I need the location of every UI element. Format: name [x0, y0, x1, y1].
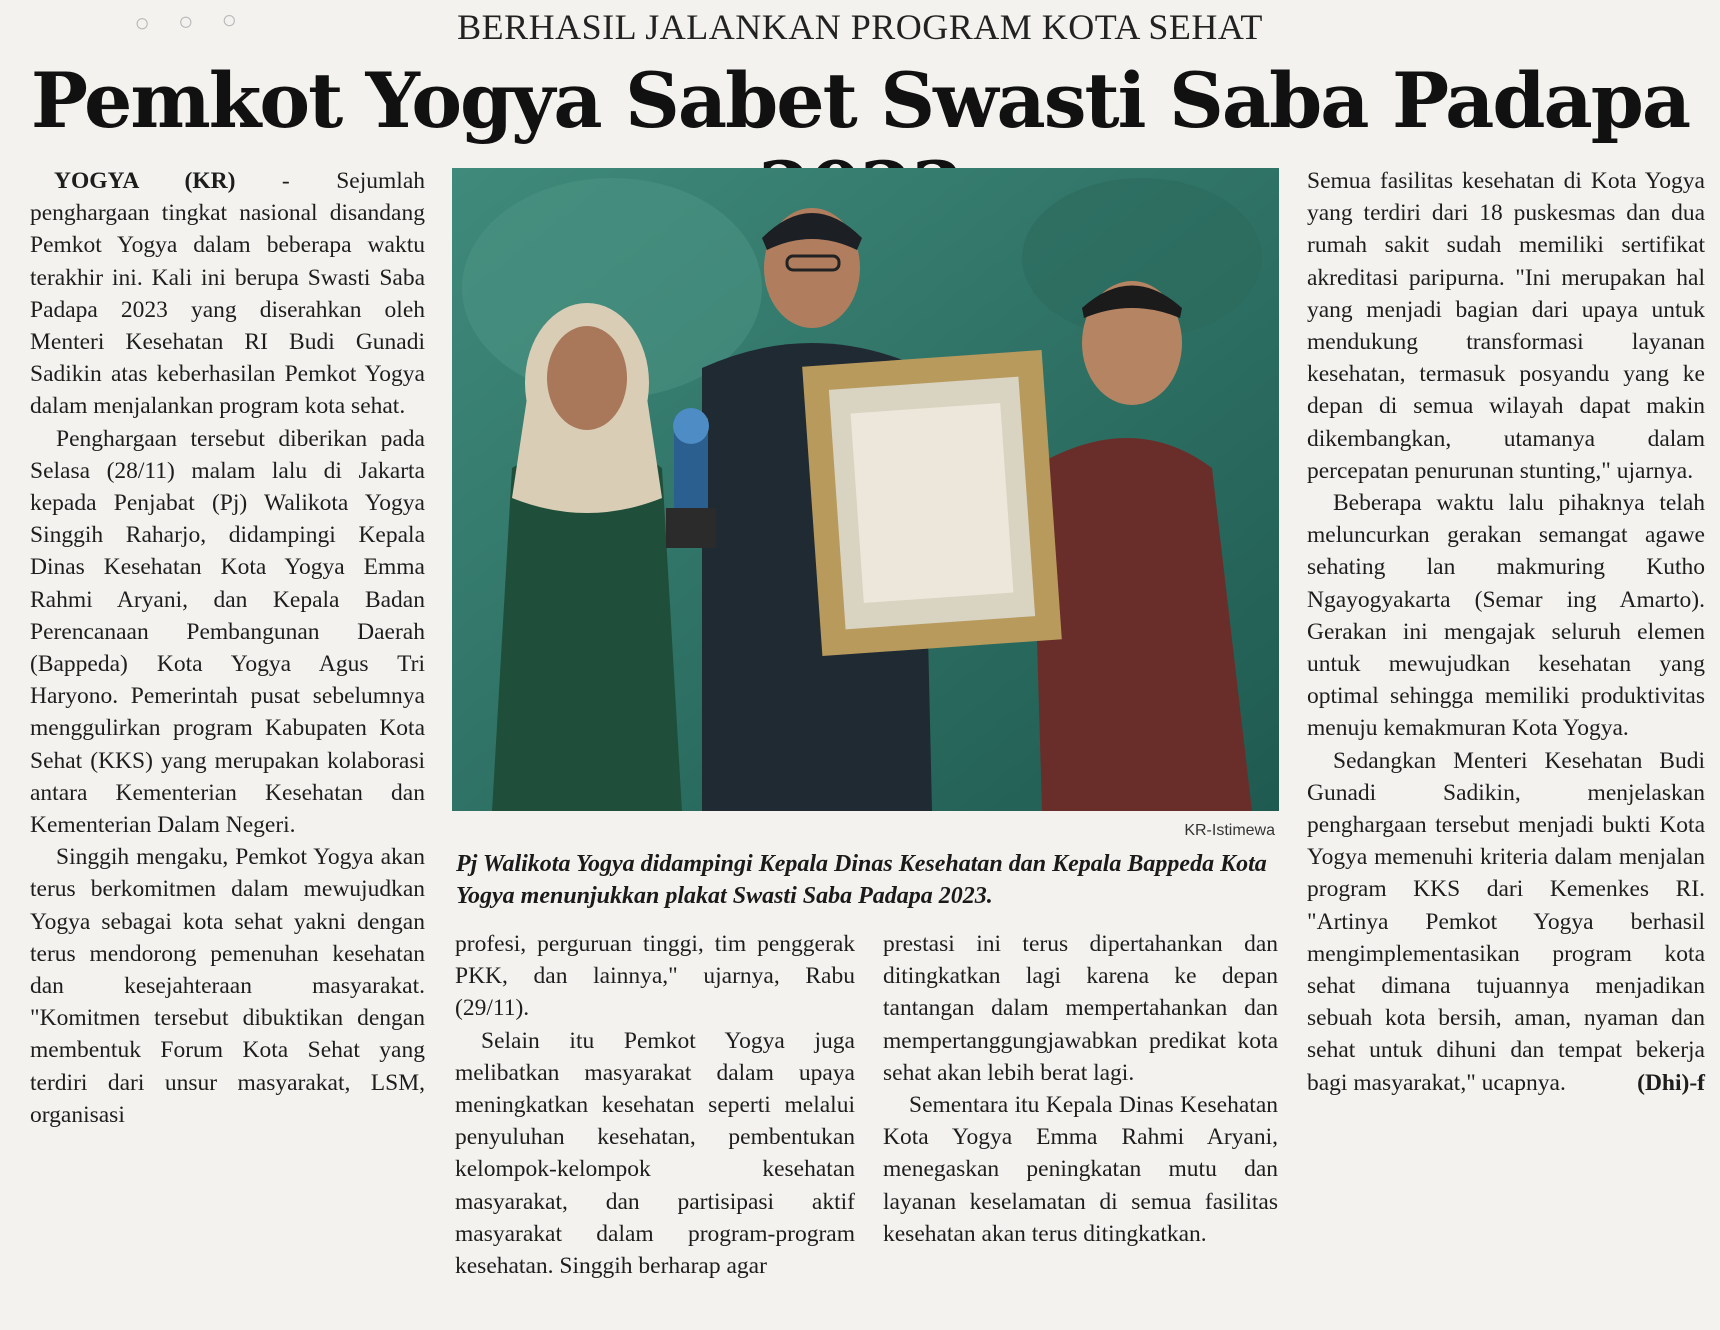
article-headline: Pemkot Yogya Sabet Swasti Saba Padapa [30, 56, 1690, 145]
dateline: YOGYA (KR) [54, 168, 236, 194]
paragraph-text: - Sejumlah penghargaan tingkat nasional disandang Pemkot Yogya dalam beberapa waktu terakhir ini. Kali ini berupa Swasti Saba Padapa 2023 yang diserahkan oleh Menteri Kesehatan RI Budi Gunadi Sadikin atas keberhasilan Pemkot Yogya dalam menjalankan program kota sehat. [30, 168, 426, 420]
article-paragraph-4: Selain itu Pemkot Yogya juga melibatkan masyarakat dalam upaya meningkatkan kesehatan seperti melalui penyuluhan kesehatan, pembentukan kelompok-kelompok kesehatan masyarakat, dan partisipasi aktif masyarakat dalam program-program kesehatan. Singgih berharap agar [455, 1027, 855, 1280]
award-ceremony-illustration [452, 168, 1279, 811]
article-paragraph-2: Penghargaan tersebut diberikan pada Selasa (28/11) malam lalu di Jakarta kepada Penjabat (Pj) Walikota Yogya Singgih Raharjo, didampingi Kepala Dinas Kesehatan Kota Yogya Emma Rahmi Aryani, dan Kepala Badan Perencanaan Pembangunan Daerah (Bappeda) Kota Yogya Agus Tri Haryono. Pemerintah pusat sebelumnya menggulirkan program Kabupaten Kota Sehat (KKS) yang merupakan kolaborasi antara Kementerian Kesehatan dan Kementerian Dalam Negeri. [30, 425, 425, 839]
news-photo [452, 168, 1279, 811]
article-paragraph-5-cont: Semua fasilitas kesehatan di Kota Yogya yang terdiri dari 18 puskesmas dan dua rumah sakit sudah memiliki sertifikat akreditasi paripurna. "Ini merupakan hal yang menjadi bagian dari upaya untuk mendukung transformasi layanan kesehatan, termasuk posyandu yang ke depan di semua wilayah dapat makin dikembangkan, utamanya dalam percepatan penurunan stunting," ujarnya. [1307, 168, 1705, 484]
article-column-1 [30, 165, 425, 1131]
article-paragraph-6: Beberapa waktu lalu pihaknya telah meluncurkan gerakan semangat agawe sehating lan makmuring Kutho Ngayogyakarta (Semar ing Amarto). Gerakan ini mengajak seluruh elemen untuk mewujudkan kesehatan yang optimal sehingga memiliki produktivitas menuju kemakmuran Kota Yogya. [1307, 490, 1705, 742]
watermark-stamp: ◦ ◦ ◦ [131, 2, 247, 44]
article-paragraph-4-cont: prestasi ini terus dipertahankan dan ditingkatkan lagi karena ke depan tantangan dalam mempertahankan dan mempertanggungjawabkan predikat kota sehat akan lebih berat lagi. [883, 931, 1278, 1086]
article-paragraph-7 [1307, 745, 1705, 1099]
article-column-3 [883, 928, 1278, 1250]
paragraph-text: Sedangkan Menteri Kesehatan Budi Gunadi Sadikin, menjelaskan penghargaan tersebut menjadi bukti Kota Yogya memenuhi kriteria dalam menjalan program KKS dari Kemenkes RI. "Artinya Pemkot Yogya berhasil mengimplementasikan program kota sehat dimana tujuannya menjadikan sebuah kota bersih, aman, nyaman dan sehat untuk dihuni dan tempat bekerja bagi masyarakat," ucapnya. [1307, 747, 1705, 1096]
author-signature: (Dhi)-f [1637, 1069, 1705, 1096]
article-kicker: BERHASIL JALANKAN PROGRAM KOTA SEHAT [457, 7, 1263, 47]
photo-credit: KR-Istimewa [1184, 822, 1275, 839]
photo-caption: Pj Walikota Yogya didampingi Kepala Dinas Kesehatan dan Kepala Bappeda Kota Yogya menunjukkan plakat Swasti Saba Padapa 2023. [456, 851, 1267, 909]
article-paragraph-1 [30, 165, 425, 423]
article-column-2 [455, 928, 855, 1282]
article-paragraph-5: Sementara itu Kepala Dinas Kesehatan Kota Yogya Emma Rahmi Aryani, menegaskan peningkatan mutu dan layanan keselamatan di semua fasilitas kesehatan akan terus ditingkatkan. [883, 1092, 1278, 1247]
article-column-4 [1307, 165, 1705, 1099]
article-paragraph-3: Singgih mengaku, Pemkot Yogya akan terus berkomitmen dalam mewujudkan Yogya sebagai kota sehat yakni dengan terus mendorong pemenuhan kesehatan dan kesejahteraan masyarakat. "Komitmen tersebut dibuktikan dengan membentuk Forum Kota Sehat yang terdiri dari unsur masyarakat, LSM, organisasi [30, 844, 425, 1128]
article-paragraph-3-cont: profesi, perguruan tinggi, tim penggerak PKK, dan lainnya," ujarnya, Rabu (29/11). [455, 931, 855, 1022]
